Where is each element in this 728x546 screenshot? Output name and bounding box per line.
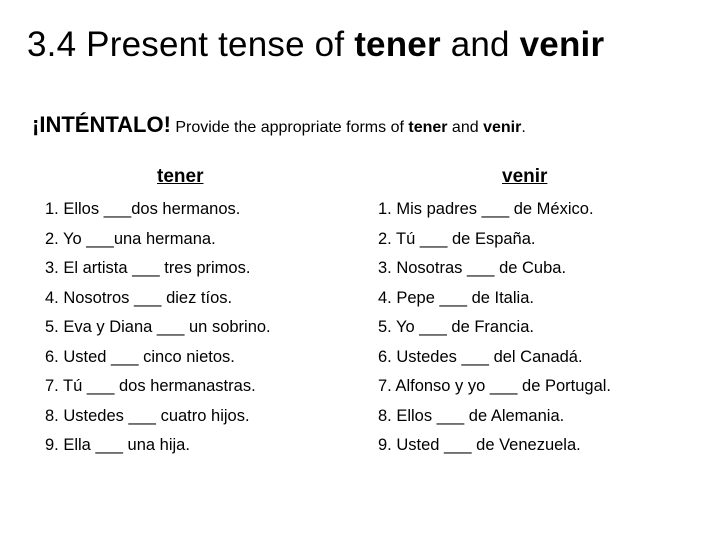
venir-column-heading: venir (502, 166, 548, 187)
intentalo-heading: ¡INTÉNTALO! (32, 112, 171, 137)
list-item: 2. Tú ___ de España. (378, 229, 536, 248)
list-item: 8. Ellos ___ de Alemania. (378, 406, 565, 425)
list-item: 4. Nosotros ___ diez tíos. (45, 288, 233, 307)
tener-column (45, 165, 345, 461)
instruction-verb-tener: tener (408, 119, 448, 136)
venir-exercise-list (378, 195, 708, 461)
list-item: 2. Yo ___una hermana. (45, 229, 216, 248)
list-item: 1. Ellos ___dos hermanos. (45, 200, 241, 218)
instruction-verb-venir: venir (483, 119, 522, 136)
title-verb-venir: venir (519, 25, 605, 64)
list-item: 8. Ustedes ___ cuatro hijos. (45, 406, 250, 425)
slide-title (27, 24, 604, 66)
list-item: 9. Ella ___ una hija. (45, 436, 190, 454)
venir-column (378, 165, 708, 461)
title-prefix: 3.4 Present tense of (27, 25, 355, 64)
tener-exercise-list (45, 195, 345, 461)
list-item: 6. Usted ___ cinco nietos. (45, 347, 235, 366)
instruction-end: . (521, 119, 526, 136)
title-verb-tener: tener (354, 25, 441, 64)
list-item: 1. Mis padres ___ de México. (378, 200, 594, 218)
tener-column-heading: tener (157, 166, 204, 187)
list-item: 6. Ustedes ___ del Canadá. (378, 347, 583, 366)
instruction-text (171, 119, 526, 136)
instruction-middle: and (447, 119, 484, 136)
list-item: 3. Nosotras ___ de Cuba. (378, 259, 567, 277)
instruction-line (32, 110, 526, 143)
list-item: 3. El artista ___ tres primos. (45, 259, 251, 277)
instruction-prefix: Provide the appropriate forms of (170, 119, 409, 136)
list-item: 4. Pepe ___ de Italia. (378, 288, 534, 307)
list-item: 7. Alfonso y yo ___ de Portugal. (378, 377, 611, 395)
list-item: 5. Eva y Diana ___ un sobrino. (45, 318, 271, 336)
list-item: 9. Usted ___ de Venezuela. (378, 436, 581, 454)
list-item: 7. Tú ___ dos hermanastras. (45, 377, 256, 395)
title-middle: and (440, 25, 520, 64)
list-item: 5. Yo ___ de Francia. (378, 318, 534, 336)
